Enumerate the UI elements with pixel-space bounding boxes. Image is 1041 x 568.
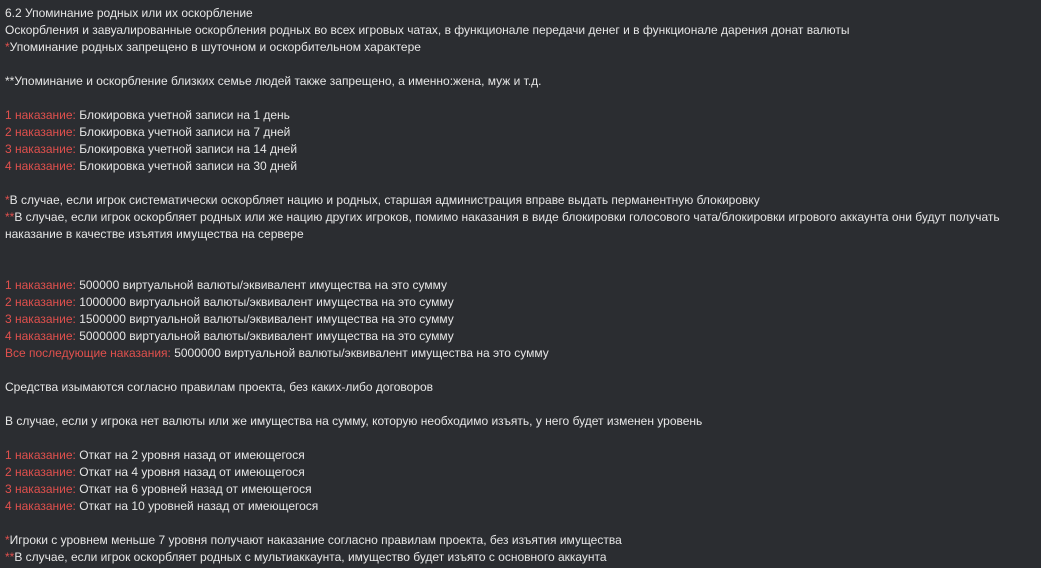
punishment-text: Откат на 6 уровней назад от имеющегося bbox=[75, 482, 312, 496]
punishment-label: 4 наказание: bbox=[5, 499, 76, 513]
paragraph-seizure: Средства изымаются согласно правилам проекта, без каких-либо договоров bbox=[5, 380, 434, 394]
paragraph-no-funds: В случае, если у игрока нет валюты или же имущества на сумму, которую необходимо изъять, у него будет изменен уровень bbox=[5, 414, 703, 428]
punishment-label: 2 наказание: bbox=[5, 125, 76, 139]
list-item bbox=[5, 294, 1035, 311]
punishment-label: 4 наказание: bbox=[5, 329, 76, 343]
note-text: В случае, если игрок систематически оскорбляет нацию и родных, старшая администрация вправе выдать перманентную блокировку bbox=[9, 193, 760, 207]
punishment-label: 1 наказание: bbox=[5, 278, 76, 292]
punishment-label: 3 наказание: bbox=[5, 482, 76, 496]
punishment-label: 2 наказание: bbox=[5, 465, 76, 479]
list-item bbox=[5, 277, 1035, 294]
note-text: Игроки с уровнем меньше 7 уровня получают наказание согласно правилам проекта, без изъятия имущества bbox=[9, 533, 622, 547]
list-item bbox=[5, 124, 1035, 141]
punishment-text: Откат на 10 уровней назад от имеющегося bbox=[75, 499, 319, 513]
punishment-label: 3 наказание: bbox=[5, 312, 76, 326]
note-text: Упоминание родных запрещено в шуточном и оскорбительном характере bbox=[9, 40, 421, 54]
note-permanent-ban bbox=[5, 192, 1035, 209]
note-close-relatives: **Упоминание и оскорбление близких семье людей также запрещено, а именно:жена, муж и т.д. bbox=[5, 74, 542, 88]
list-item bbox=[5, 447, 1035, 464]
punishment-text: 1500000 виртуальной валюты/эквивалент имущества на это сумму bbox=[75, 312, 454, 326]
list-item bbox=[5, 141, 1035, 158]
punishment-text: 5000000 виртуальной валюты/эквивалент имущества на это сумму bbox=[75, 329, 454, 343]
note-multiaccount bbox=[5, 549, 1035, 566]
note-marker: ** bbox=[5, 210, 15, 224]
note-marker: ** bbox=[5, 550, 15, 564]
punishment-label: 1 наказание: bbox=[5, 448, 76, 462]
punishment-label: 2 наказание: bbox=[5, 295, 76, 309]
note-family-jokes bbox=[5, 39, 1035, 56]
punishment-label: 1 наказание: bbox=[5, 108, 76, 122]
note-low-level bbox=[5, 532, 1035, 549]
punishment-label: 4 наказание: bbox=[5, 159, 76, 173]
list-item bbox=[5, 311, 1035, 328]
punishment-text: Блокировка учетной записи на 7 дней bbox=[75, 125, 291, 139]
note-marker: * bbox=[5, 193, 10, 207]
punishment-list-fine bbox=[5, 277, 1035, 362]
list-item bbox=[5, 345, 1035, 362]
note-marker: * bbox=[5, 40, 10, 54]
section-intro: Оскорбления и завуалированные оскорбления родных во всех игровых чатах, в функционале передачи денег и в функционале дарения донат валюты bbox=[5, 23, 850, 37]
rules-document bbox=[5, 5, 1035, 566]
punishment-text: 500000 виртуальной валюты/эквивалент имущества на это сумму bbox=[75, 278, 448, 292]
list-item bbox=[5, 158, 1035, 175]
punishment-text: Откат на 4 уровня назад от имеющегося bbox=[75, 465, 305, 479]
punishment-text: Откат на 2 уровня назад от имеющегося bbox=[75, 448, 305, 462]
punishment-text: 1000000 виртуальной валюты/эквивалент имущества на это сумму bbox=[75, 295, 454, 309]
note-marker: * bbox=[5, 533, 10, 547]
punishment-text: Блокировка учетной записи на 1 день bbox=[75, 108, 290, 122]
section-title: 6.2 Упоминание родных или их оскорбление bbox=[5, 6, 253, 20]
punishment-text: 5000000 виртуальной валюты/эквивалент имущества на это сумму bbox=[170, 346, 549, 360]
punishment-text: Блокировка учетной записи на 30 дней bbox=[75, 159, 298, 173]
list-item bbox=[5, 107, 1035, 124]
note-text: В случае, если игрок оскорбляет родных с мультиаккаунта, имущество будет изъято с основного аккаунта bbox=[14, 550, 607, 564]
punishment-text: Блокировка учетной записи на 14 дней bbox=[75, 142, 298, 156]
punishment-label: 3 наказание: bbox=[5, 142, 76, 156]
list-item bbox=[5, 464, 1035, 481]
list-item bbox=[5, 498, 1035, 515]
note-property-seizure bbox=[5, 209, 1035, 243]
list-item bbox=[5, 481, 1035, 498]
list-item bbox=[5, 328, 1035, 345]
punishment-label: Все последующие наказания: bbox=[5, 346, 171, 360]
punishment-list-level bbox=[5, 447, 1035, 515]
note-text: В случае, если игрок оскорбляет родных или же нацию других игроков, помимо наказания в виде блокировки голосового чата/блокировки игрового аккаунта они будут получать наказание в качестве изъятия имущества на сервере bbox=[5, 210, 1000, 241]
punishment-list-ban bbox=[5, 107, 1035, 175]
